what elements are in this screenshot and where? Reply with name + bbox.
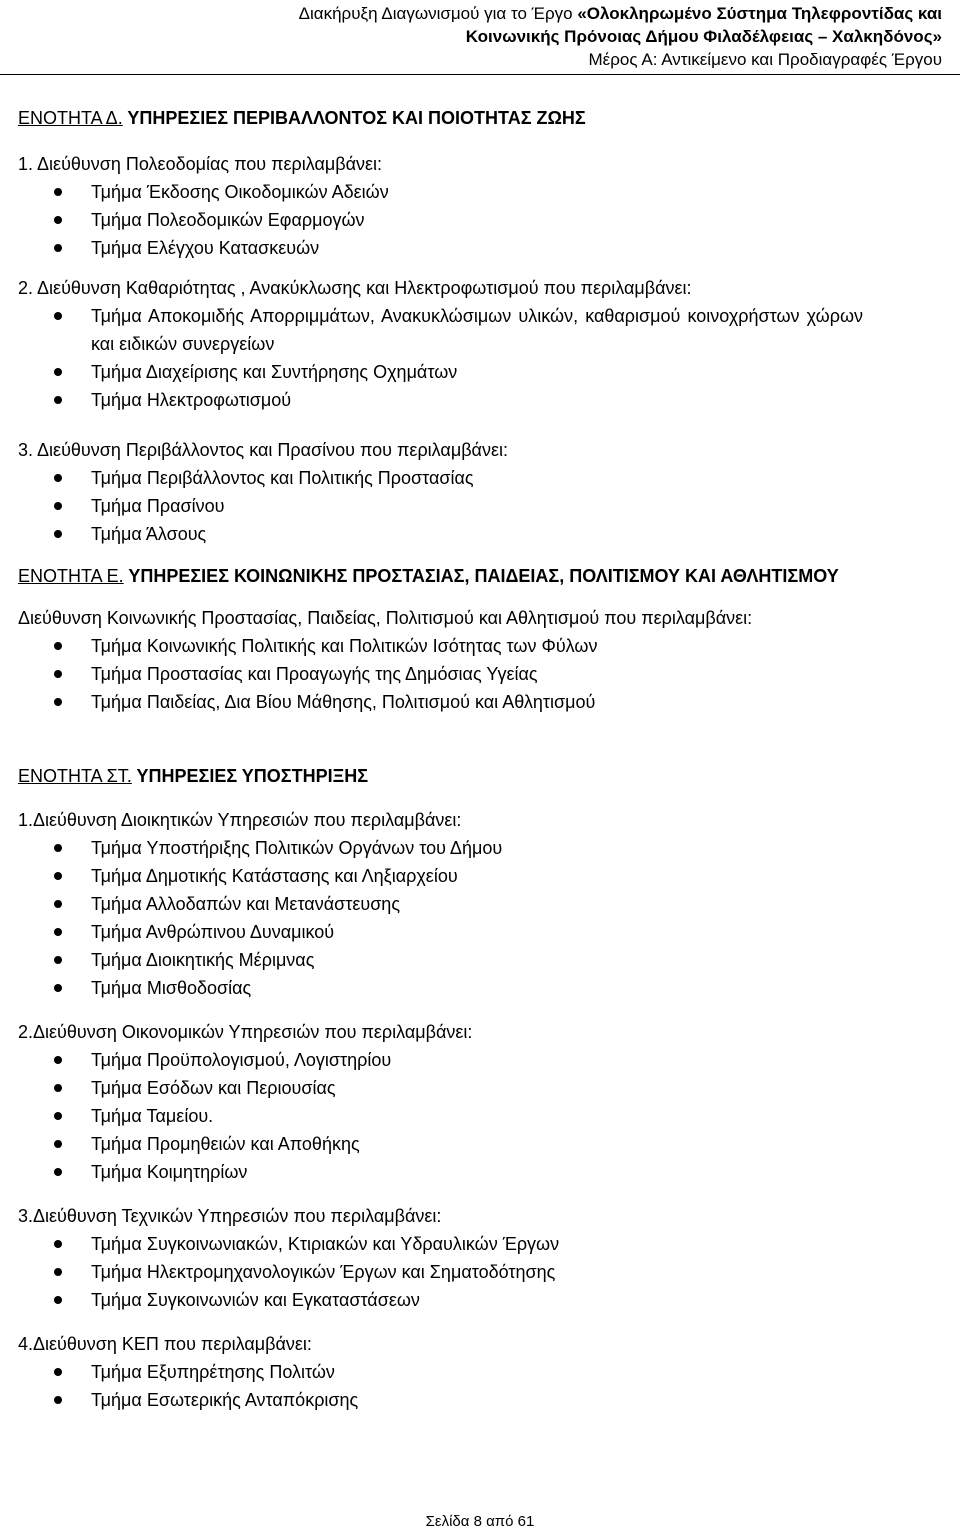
bullet-icon xyxy=(54,368,62,376)
bullet-icon xyxy=(54,1140,62,1148)
bullet-icon xyxy=(54,1368,62,1376)
list-item: Τμήμα Πρασίνου xyxy=(18,492,943,520)
directorate-title: 1. Διεύθυνση Πολεοδομίας που περιλαμβάνει: xyxy=(18,154,383,174)
list-item: Τμήμα Μισθοδοσίας xyxy=(18,974,943,1002)
bullet-icon xyxy=(54,396,62,404)
list-item: Τμήμα Συγκοινωνιακών, Κτιριακών και Υδραυλικών Έργων xyxy=(18,1230,943,1258)
list-item: Τμήμα Προμηθειών και Αποθήκης xyxy=(18,1130,943,1158)
bullet-icon xyxy=(54,670,62,678)
list-item: Τμήμα Εσόδων και Περιουσίας xyxy=(18,1074,943,1102)
list-item: Τμήμα Ελέγχου Κατασκευών xyxy=(18,234,943,262)
list-item: Τμήμα Διοικητικής Μέριμνας xyxy=(18,946,943,974)
bullet-icon xyxy=(54,474,62,482)
bullet-icon xyxy=(54,502,62,510)
bullet-icon xyxy=(54,1056,62,1064)
list-item: Τμήμα Αποκομιδής Απορριμμάτων, Ανακυκλώσιμων υλικών, καθαρισμού κοινοχρήστων χώρων και ειδικών συνεργείων xyxy=(18,302,943,358)
document-body xyxy=(18,104,943,1414)
bullet-icon xyxy=(54,312,62,320)
header-line-1: Διακήρυξη Διαγωνισμού για το Έργο «Ολοκληρωμένο Σύστημα Τηλεφροντίδας και xyxy=(298,4,942,23)
directorate-title: 3. Διεύθυνση Περιβάλλοντος και Πρασίνου που περιλαμβάνει: xyxy=(18,440,508,460)
list-item: Τμήμα Αλλοδαπών και Μετανάστευσης xyxy=(18,890,943,918)
bullet-icon xyxy=(54,188,62,196)
header-divider xyxy=(0,74,960,75)
list-item: Τμήμα Πολεοδομικών Εφαρμογών xyxy=(18,206,943,234)
header-line-2: Κοινωνικής Πρόνοιας Δήμου Φιλαδέλφειας – Χαλκηδόνος» xyxy=(465,27,942,46)
bullet-icon xyxy=(54,872,62,880)
bullet-icon xyxy=(54,1168,62,1176)
list-item: Τμήμα Κοιμητηρίων xyxy=(18,1158,943,1186)
bullet-icon xyxy=(54,984,62,992)
list-item: Τμήμα Ανθρώπινου Δυναμικού xyxy=(18,918,943,946)
list-item: Τμήμα Προστασίας και Προαγωγής της Δημόσιας Υγείας xyxy=(18,660,943,688)
list-item: Τμήμα Ηλεκτροφωτισμού xyxy=(18,386,943,414)
list-item: Τμήμα Άλσους xyxy=(18,520,943,548)
list-item: Τμήμα Δημοτικής Κατάστασης και Ληξιαρχείου xyxy=(18,862,943,890)
bullet-icon xyxy=(54,956,62,964)
directorate-title: 4.Διεύθυνση ΚΕΠ που περιλαμβάνει: xyxy=(18,1334,312,1354)
page-number: Σελίδα 8 από 61 xyxy=(425,1513,535,1530)
bullet-icon xyxy=(54,1396,62,1404)
bullet-icon xyxy=(54,244,62,252)
directorate-title: 3.Διεύθυνση Τεχνικών Υπηρεσιών που περιλαμβάνει: xyxy=(18,1206,442,1226)
bullet-icon xyxy=(54,1084,62,1092)
directorate-title: 2.Διεύθυνση Οικονομικών Υπηρεσιών που περιλαμβάνει: xyxy=(18,1022,473,1042)
list-item: Τμήμα Ταμείου. xyxy=(18,1102,943,1130)
header-line-3: Μέρος Α: Αντικείμενο και Προδιαγραφές Έργου xyxy=(588,50,942,69)
bullet-icon xyxy=(54,642,62,650)
list-item: Τμήμα Προϋπολογισμού, Λογιστηρίου xyxy=(18,1046,943,1074)
bullet-icon xyxy=(54,1296,62,1304)
list-item: Τμήμα Διαχείρισης και Συντήρησης Οχημάτων xyxy=(18,358,943,386)
section-st-heading: ΕΝΟΤΗΤΑ ΣΤ. ΥΠΗΡΕΣΙΕΣ ΥΠΟΣΤΗΡΙΞΗΣ xyxy=(18,766,368,786)
list-item: Τμήμα Εξυπηρέτησης Πολιτών xyxy=(18,1358,943,1386)
list-item: Τμήμα Συγκοινωνιών και Εγκαταστάσεων xyxy=(18,1286,943,1314)
page-header xyxy=(182,2,942,71)
list-item: Τμήμα Υποστήριξης Πολιτικών Οργάνων του Δήμου xyxy=(18,834,943,862)
bullet-icon xyxy=(54,698,62,706)
bullet-icon xyxy=(54,1240,62,1248)
list-item: Τμήμα Περιβάλλοντος και Πολιτικής Προστασίας xyxy=(18,464,943,492)
bullet-icon xyxy=(54,1268,62,1276)
list-item: Τμήμα Παιδείας, Δια Βίου Μάθησης, Πολιτισμού και Αθλητισμού xyxy=(18,688,943,716)
directorate-title: 1.Διεύθυνση Διοικητικών Υπηρεσιών που περιλαμβάνει: xyxy=(18,810,462,830)
directorate-title: 2. Διεύθυνση Καθαριότητας , Ανακύκλωσης και Ηλεκτροφωτισμού που περιλαμβάνει: xyxy=(18,278,692,298)
bullet-icon xyxy=(54,928,62,936)
bullet-icon xyxy=(54,900,62,908)
bullet-icon xyxy=(54,1112,62,1120)
list-item: Τμήμα Έκδοσης Οικοδομικών Αδειών xyxy=(18,178,943,206)
list-item: Τμήμα Κοινωνικής Πολιτικής και Πολιτικών Ισότητας των Φύλων xyxy=(18,632,943,660)
list-item: Τμήμα Εσωτερικής Ανταπόκρισης xyxy=(18,1386,943,1414)
bullet-icon xyxy=(54,530,62,538)
section-e-heading: ΕΝΟΤΗΤΑ Ε. ΥΠΗΡΕΣΙΕΣ ΚΟΙΝΩΝΙΚΗΣ ΠΡΟΣΤΑΣΙΑΣ, ΠΑΙΔΕΙΑΣ, ΠΟΛΙΤΙΣΜΟΥ ΚΑΙ ΑΘΛΗΤΙΣΜΟΥ xyxy=(18,566,839,586)
directorate-title: Διεύθυνση Κοινωνικής Προστασίας, Παιδείας, Πολιτισμού και Αθλητισμού που περιλαμβάνει: xyxy=(18,608,753,628)
list-item: Τμήμα Ηλεκτρομηχανολογικών Έργων και Σηματοδότησης xyxy=(18,1258,943,1286)
bullet-icon xyxy=(54,216,62,224)
bullet-icon xyxy=(54,844,62,852)
section-d-heading: ΕΝΟΤΗΤΑ Δ. ΥΠΗΡΕΣΙΕΣ ΠΕΡΙΒΑΛΛΟΝΤΟΣ ΚΑΙ ΠΟΙΟΤΗΤΑΣ ΖΩΗΣ xyxy=(18,108,586,128)
